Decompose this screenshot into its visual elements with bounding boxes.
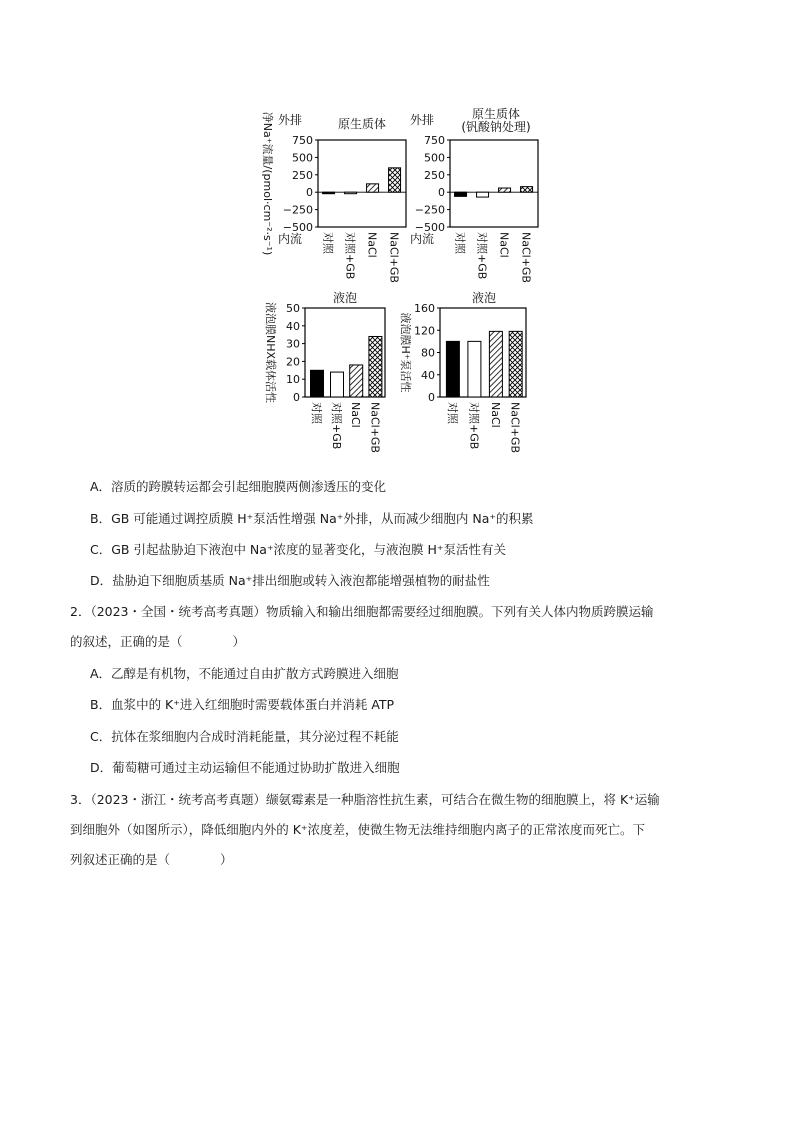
y-tick-label: 750	[424, 134, 445, 147]
q1-option-d: D．盐胁迫下细胞质基质 Na⁺排出细胞或转入液泡都能增强植物的耐盐性	[90, 573, 490, 588]
y-tick-label: 120	[414, 324, 435, 338]
y-tick-label: 0	[438, 186, 445, 200]
category-label: NaCl+GB	[519, 232, 533, 283]
category-label: 对照+GB	[343, 232, 357, 280]
y-tick-label: 80	[421, 346, 435, 360]
category-label: NaCl	[488, 402, 502, 428]
bar	[477, 192, 489, 197]
chart-subtitle: (钒酸钠处理)	[461, 120, 531, 134]
bar	[367, 184, 379, 192]
bar	[468, 341, 481, 397]
y-axis-label: 液泡膜NHX载体活性	[264, 301, 277, 404]
figure	[250, 100, 550, 470]
bar	[509, 331, 522, 397]
category-label: NaCl	[365, 232, 379, 258]
bar	[455, 192, 467, 196]
y-tick-label: 0	[428, 391, 435, 404]
q3-stem-line3: 列叙述正确的是（ ）	[70, 852, 233, 867]
category-label: 对照	[453, 232, 467, 254]
bar-charts-figure	[250, 100, 550, 470]
category-label: NaCl	[349, 402, 363, 428]
y-tick-label: −500	[282, 221, 313, 234]
category-label: 对照+GB	[475, 232, 489, 280]
y-tick-label: 160	[414, 302, 435, 315]
category-label: 对照+GB	[467, 402, 481, 450]
bar	[521, 187, 533, 193]
bar	[489, 331, 502, 397]
bar	[389, 168, 401, 192]
inflow-label: 内流	[277, 232, 303, 246]
y-tick-label: 30	[286, 337, 300, 351]
bar	[350, 365, 363, 397]
y-tick-label: −250	[282, 203, 313, 217]
outflow-label: 外排	[277, 113, 303, 127]
category-label: 对照	[445, 402, 459, 424]
y-tick-label: 50	[286, 302, 300, 315]
y-tick-label: −250	[414, 203, 445, 217]
inflow-label: 内流	[409, 232, 435, 246]
y-tick-label: 500	[424, 151, 445, 165]
bar	[369, 336, 382, 397]
chart-title: 原生质体	[471, 107, 521, 121]
q3-stem-line2: 到细胞外（如图所示），降低细胞内外的 K⁺浓度差，使微生物无法维持细胞内离子的正常浓度而死亡。下	[70, 822, 646, 837]
y-axis-label: 净Na⁺流量/(pmol·cm⁻²·s⁻¹)	[261, 111, 274, 256]
q1-option-b: B．GB 可能通过调控质膜 H⁺泵活性增强 Na⁺外排，从而减少细胞内 Na⁺的积累	[90, 511, 534, 526]
q2-option-a: A．乙醇是有机物，不能通过自由扩散方式跨膜进入细胞	[90, 666, 399, 681]
q1-option-c: C．GB 引起盐胁迫下液泡中 Na⁺浓度的显著变化，与液泡膜 H⁺泵活性有关	[90, 542, 507, 557]
y-tick-label: 0	[293, 391, 300, 404]
category-label: 对照+GB	[330, 402, 343, 450]
q2-stem-line1: 2．（2023・全国・统考高考真题）物质输入和输出细胞都需要经过细胞膜。下列有关人体内物质跨膜运输	[70, 604, 654, 619]
y-tick-label: 500	[292, 151, 313, 165]
y-tick-label: 750	[292, 134, 313, 147]
chart-title: 液泡	[471, 291, 497, 305]
bar	[499, 188, 511, 192]
bar	[331, 372, 344, 397]
y-tick-label: 250	[292, 168, 313, 182]
category-label: NaCl+GB	[387, 232, 401, 283]
q3-stem-line1: 3．（2023・浙江・统考高考真题）缬氨霉素是一种脂溶性抗生素，可结合在微生物的细胞膜上，将 K⁺运输	[70, 792, 660, 807]
category-label: 对照	[321, 232, 335, 254]
bar	[345, 192, 357, 194]
y-tick-label: 0	[306, 186, 313, 200]
y-tick-label: 20	[286, 355, 300, 369]
category-label: 对照	[310, 402, 323, 424]
category-label: NaCl+GB	[508, 402, 522, 453]
category-label: NaCl+GB	[368, 402, 382, 453]
q1-option-a: A．溶质的跨膜转运都会引起细胞膜两侧渗透压的变化	[90, 479, 387, 494]
q2-option-d: D．葡萄糖可通过主动运输但不能通过协助扩散进入细胞	[90, 760, 400, 775]
bar	[311, 370, 324, 397]
chart-frame	[450, 140, 538, 227]
chart-title: 液泡	[332, 291, 358, 305]
q2-option-b: B．血浆中的 K⁺进入红细胞时需要载体蛋白并消耗 ATP	[90, 697, 395, 712]
y-tick-label: 10	[286, 373, 300, 387]
outflow-label: 外排	[409, 113, 435, 127]
category-label: NaCl	[497, 232, 511, 258]
y-axis-label: 液泡膜H⁺泵活性	[399, 312, 412, 393]
y-tick-label: 40	[421, 368, 435, 382]
y-tick-label: −500	[414, 221, 445, 234]
y-tick-label: 250	[424, 168, 445, 182]
bar	[323, 192, 335, 194]
bar	[446, 341, 459, 397]
y-tick-label: 40	[286, 319, 300, 333]
q2-option-c: C．抗体在浆细胞内合成时消耗能量，其分泌过程不耗能	[90, 729, 399, 744]
chart-title: 原生质体	[337, 117, 387, 131]
q2-stem-line2: 的叙述，正确的是（ ）	[70, 634, 246, 649]
